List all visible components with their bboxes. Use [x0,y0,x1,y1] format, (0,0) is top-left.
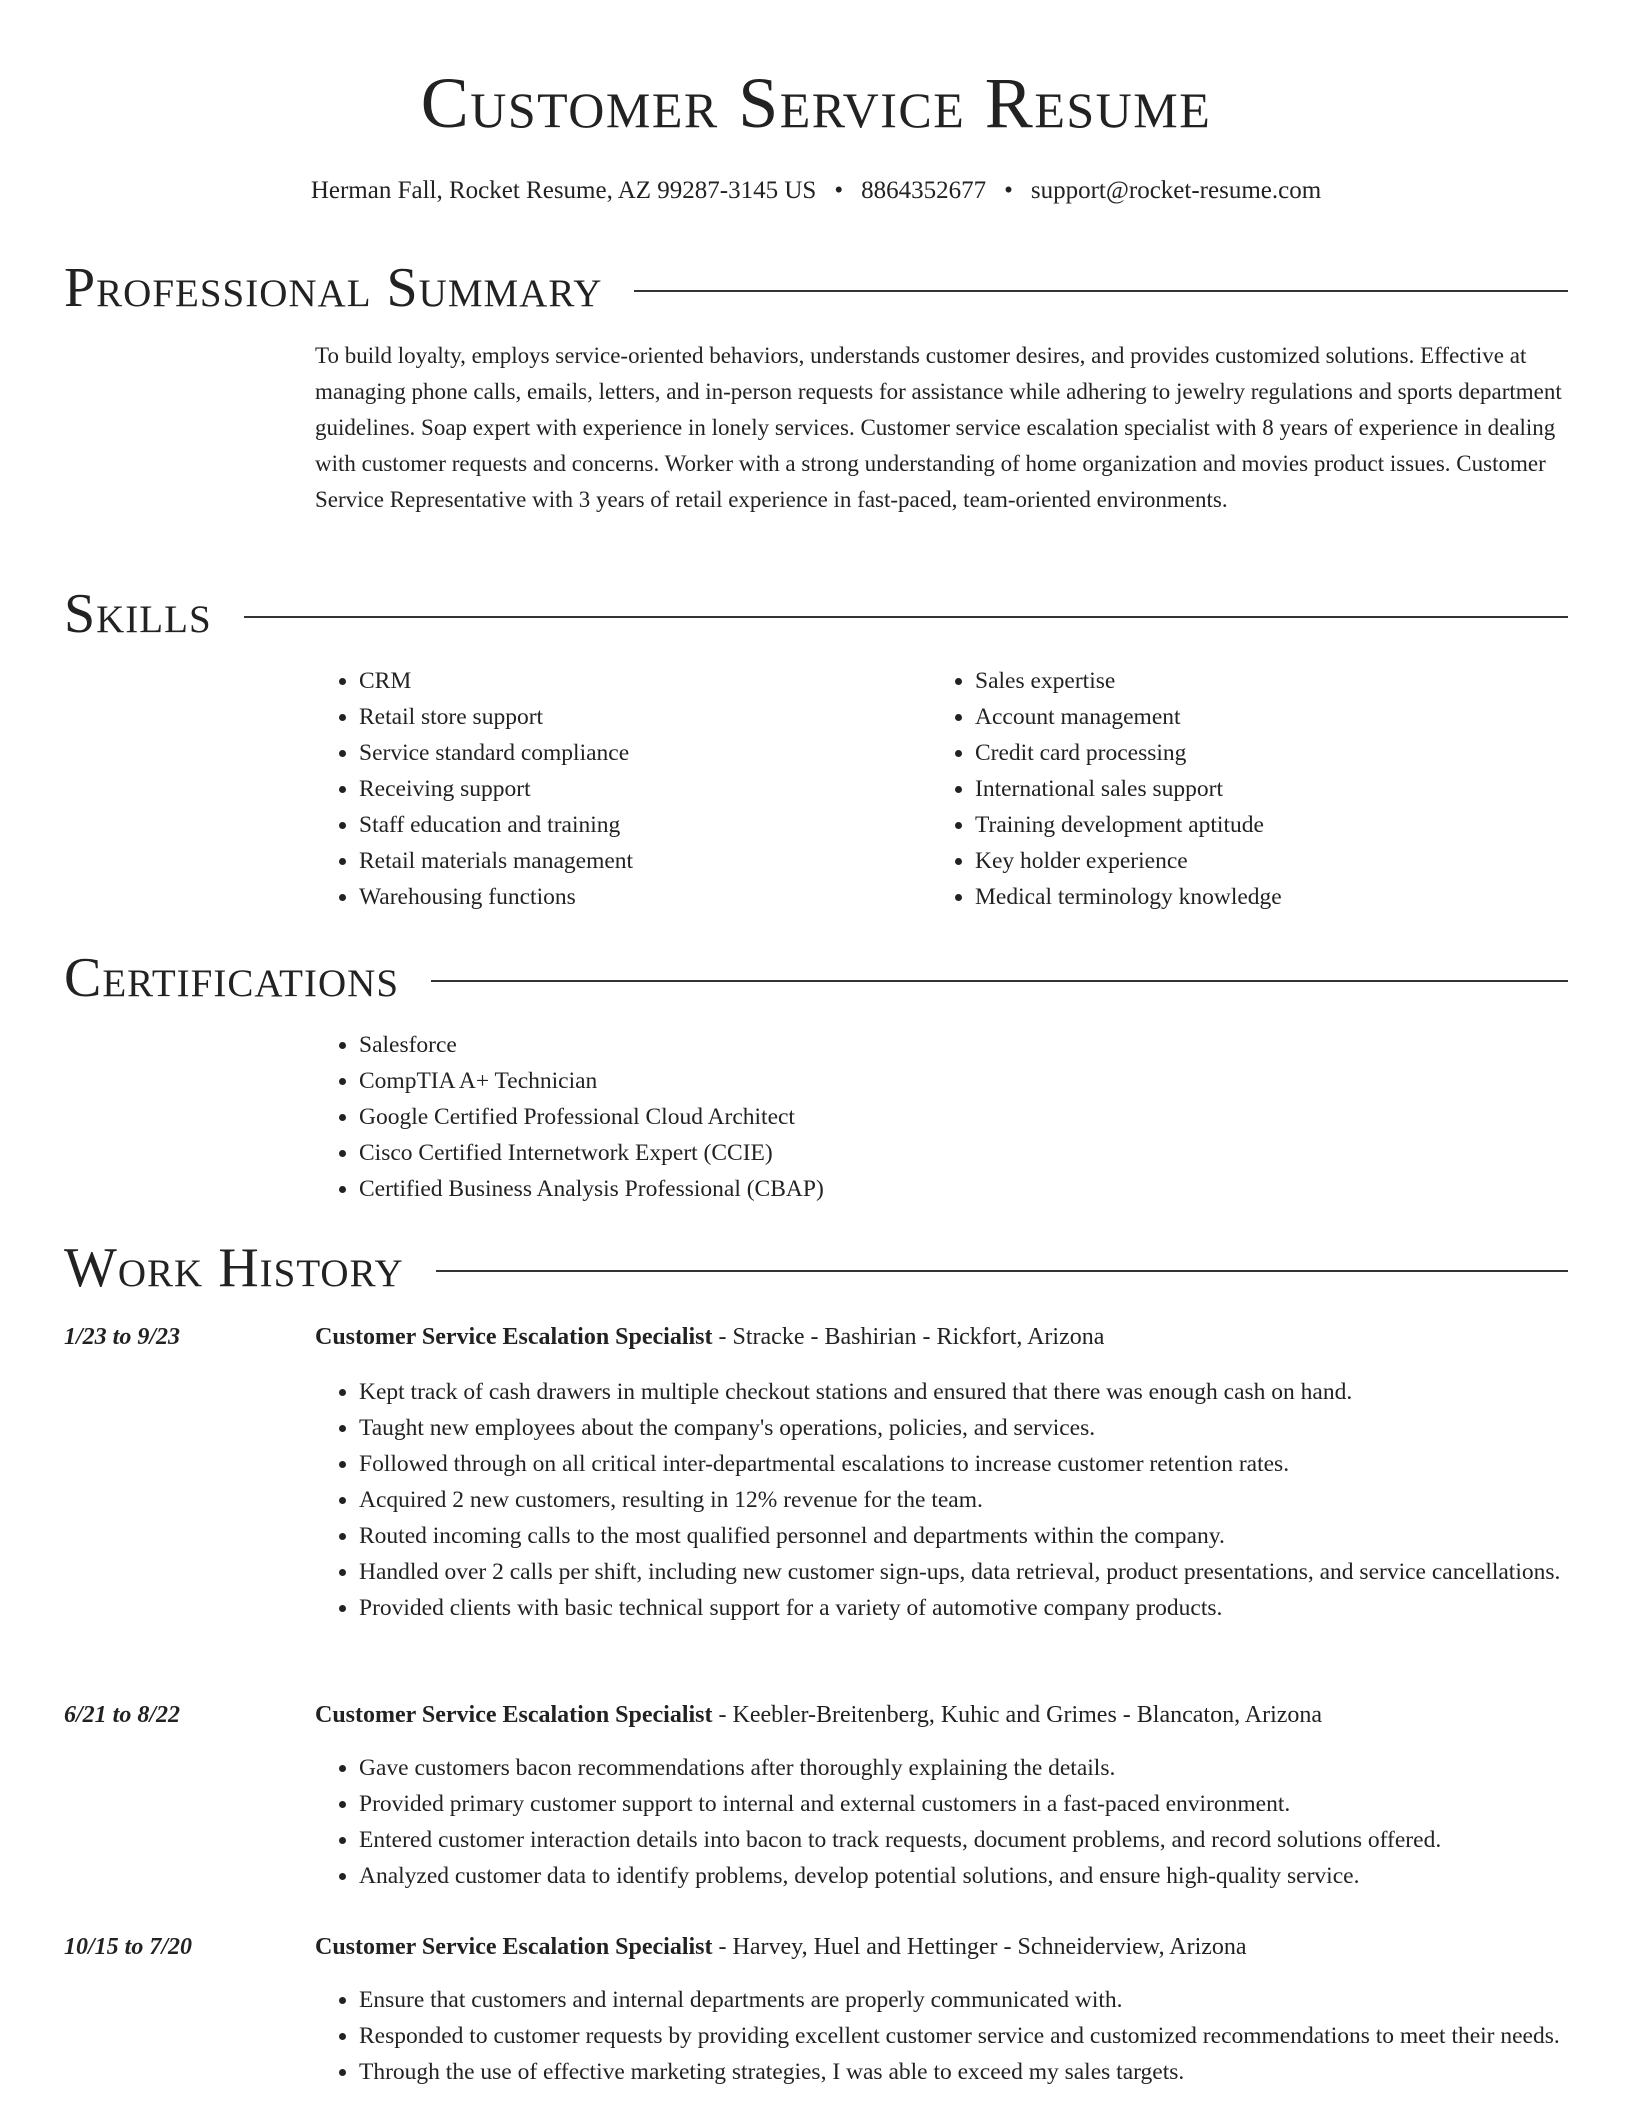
skills-section-header [64,579,1568,649]
certifications-heading: Certifications [64,947,400,1009]
job-title: Customer Service Escalation Specialist [315,1702,713,1728]
job-heading [315,1698,1575,1732]
skills-column-left [315,663,633,915]
skill-item: • Account management [975,699,1282,735]
contact-separator: • [1004,177,1013,204]
skill-item: • CRM [359,663,633,699]
section-divider [244,616,1568,618]
section-divider [436,1270,1568,1272]
job-company: - Keebler-Breitenberg, Kuhic and Grimes - Blancaton, Arizona [712,1702,1323,1728]
job-heading [315,1930,1575,1964]
skill-item: • Staff education and training [359,807,633,843]
skill-item: • Training development aptitude [975,807,1282,843]
contact-email: support@rocket-resume.com [1030,177,1322,204]
job-bullet: • Followed through on all critical inter-departmental escalations to increase customer retention rates. [359,1446,1575,1482]
certifications-list [315,1027,824,1207]
job-bullet: • Gave customers bacon recommendations after thoroughly explaining the details. [359,1750,1575,1786]
summary-section-header [64,253,1568,323]
skill-item: • Sales expertise [975,663,1282,699]
contact-line [0,174,1632,208]
job-title: Customer Service Escalation Specialist [315,1324,713,1350]
summary-text: To build loyalty, employs service-oriented behaviors, understands customer desires, and provides customized solutions. Effective at managing phone calls, emails, letters, and in-person requests for assistance while adhering to jewelry regulations and sports department guidelines. Soap expert with experience in lonely services. Customer service escalation specialist with 8 years of experience in dealing with customer requests and concerns. Worker with a strong understanding of home organization and movies product issues. Customer Service Representative with 3 years of retail experience in fast-paced, team-oriented environments. [315,343,1562,512]
skill-item: • Credit card processing [975,735,1282,771]
certification-item: • Google Certified Professional Cloud Architect [359,1099,824,1135]
job-bullet: • Provided primary customer support to internal and external customers in a fast-paced environment. [359,1786,1575,1822]
certification-item: • Salesforce [359,1027,824,1063]
job-bullet: • Entered customer interaction details into bacon to track requests, document problems, and record solutions offered. [359,1822,1575,1858]
job-bullet: • Provided clients with basic technical support for a variety of automotive company products. [359,1590,1575,1626]
skill-item: • Warehousing functions [359,879,633,915]
contact-phone: 8864352677 [861,177,987,204]
skill-item: • Service standard compliance [359,735,633,771]
job-dates: 10/15 to 7/20 [64,1934,193,1960]
skill-item: • Key holder experience [975,843,1282,879]
job-dates: 1/23 to 9/23 [64,1324,181,1350]
job-dates: 6/21 to 8/22 [64,1702,181,1728]
contact-separator: • [834,177,844,204]
skill-item: • Retail materials management [359,843,633,879]
job-bullets [315,1750,1575,1894]
job-title: Customer Service Escalation Specialist [315,1934,713,1960]
job-bullet: • Through the use of effective marketing strategies, I was able to exceed my sales targets. [359,2054,1575,2090]
job-bullets [315,1374,1575,1626]
certifications-section-header [64,943,1568,1013]
certification-item: • Cisco Certified Internetwork Expert (CCIE) [359,1135,824,1171]
job-company: - Stracke - Bashirian - Rickfort, Arizona [712,1324,1105,1350]
skill-item: • International sales support [975,771,1282,807]
section-divider [634,290,1568,292]
skill-item: • Receiving support [359,771,633,807]
job-heading [315,1320,1575,1354]
skill-item: • Retail store support [359,699,633,735]
resume-title: Customer Service Resume [420,63,1212,143]
job-bullets [315,1982,1575,2090]
skills-column-right [931,663,1282,915]
skill-item: • Medical terminology knowledge [975,879,1282,915]
job-bullet: • Acquired 2 new customers, resulting in 12% revenue for the team. [359,1482,1575,1518]
certification-item: • CompTIA A+ Technician [359,1063,824,1099]
job-company: - Harvey, Huel and Hettinger - Schneiderview, Arizona [712,1934,1247,1960]
job-bullet: • Analyzed customer data to identify problems, develop potential solutions, and ensure high-quality service. [359,1858,1575,1894]
section-divider [431,980,1568,982]
job-bullet: • Taught new employees about the company's operations, policies, and services. [359,1410,1575,1446]
contact-address: Herman Fall, Rocket Resume, AZ 99287-3145 US [310,177,817,204]
job-bullet: • Routed incoming calls to the most qualified personnel and departments within the company. [359,1518,1575,1554]
job-bullet: • Responded to customer requests by providing excellent customer service and customized recommendations to meet their needs. [359,2018,1575,2054]
work-history-heading: Work History [64,1237,404,1299]
skills-heading: Skills [64,583,212,645]
work-history-section-header [64,1233,1568,1303]
job-bullet: • Handled over 2 calls per shift, including new customer sign-ups, data retrieval, product presentations, and service cancellations. [359,1554,1575,1590]
certification-item: • Certified Business Analysis Professional (CBAP) [359,1171,824,1207]
job-bullet: • Kept track of cash drawers in multiple checkout stations and ensured that there was enough cash on hand. [359,1374,1575,1410]
job-bullet: • Ensure that customers and internal departments are properly communicated with. [359,1982,1575,2018]
summary-heading: Professional Summary [64,257,603,319]
